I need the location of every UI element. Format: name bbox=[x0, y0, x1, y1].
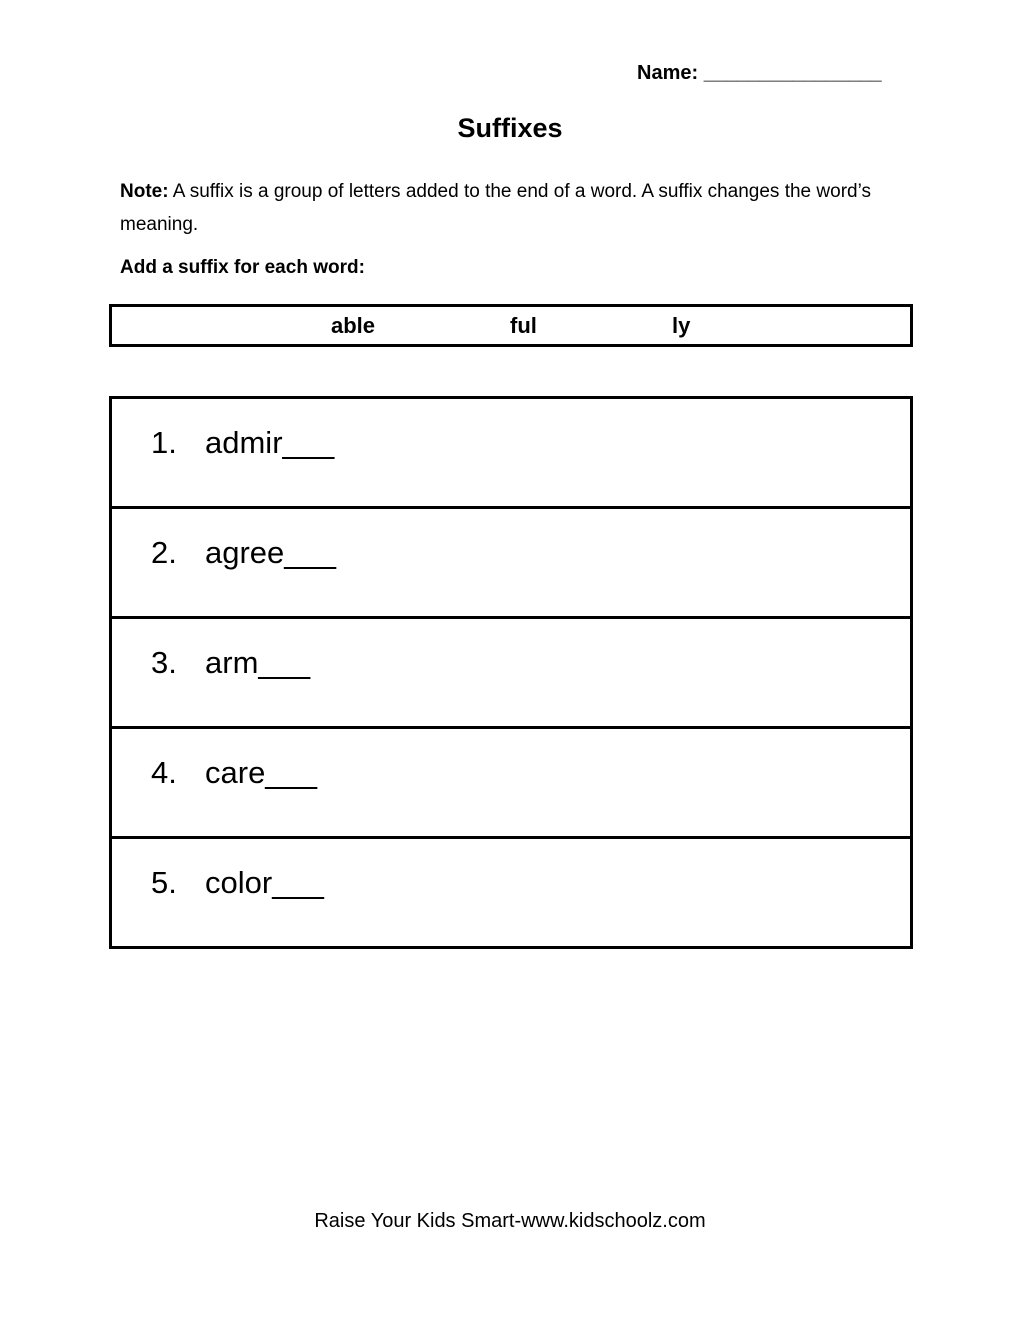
word-row bbox=[112, 839, 910, 946]
word-number: 5. bbox=[151, 865, 177, 900]
word-stem: arm___ bbox=[205, 645, 311, 680]
word-number: 4. bbox=[151, 755, 177, 790]
note-paragraph bbox=[120, 175, 890, 241]
instruction-text: Add a suffix for each word: bbox=[120, 257, 365, 278]
word-row bbox=[112, 399, 910, 509]
name-field-label: Name: ________________ bbox=[637, 62, 882, 84]
suffix-option: able bbox=[331, 313, 376, 338]
note-text: A suffix is a group of letters added to the end of a word. A suffix changes the word’s meaning. bbox=[120, 181, 871, 235]
word-stem: care___ bbox=[205, 755, 318, 790]
word-stem: admir___ bbox=[205, 425, 335, 460]
word-number: 3. bbox=[151, 645, 177, 680]
footer-credit: Raise Your Kids Smart-www.kidschoolz.com bbox=[314, 1210, 706, 1232]
word-number: 1. bbox=[151, 425, 177, 460]
page-title: Suffixes bbox=[457, 113, 563, 143]
suffix-option: ly bbox=[672, 313, 691, 338]
word-row bbox=[112, 619, 910, 729]
word-row bbox=[112, 509, 910, 619]
suffix-option: ful bbox=[510, 313, 537, 338]
suffix-bank bbox=[109, 304, 913, 347]
word-stem: color___ bbox=[205, 865, 324, 900]
word-table bbox=[109, 396, 913, 949]
word-stem: agree___ bbox=[205, 535, 337, 570]
word-row bbox=[112, 729, 910, 839]
word-number: 2. bbox=[151, 535, 177, 570]
note-label: Note: bbox=[120, 181, 169, 202]
